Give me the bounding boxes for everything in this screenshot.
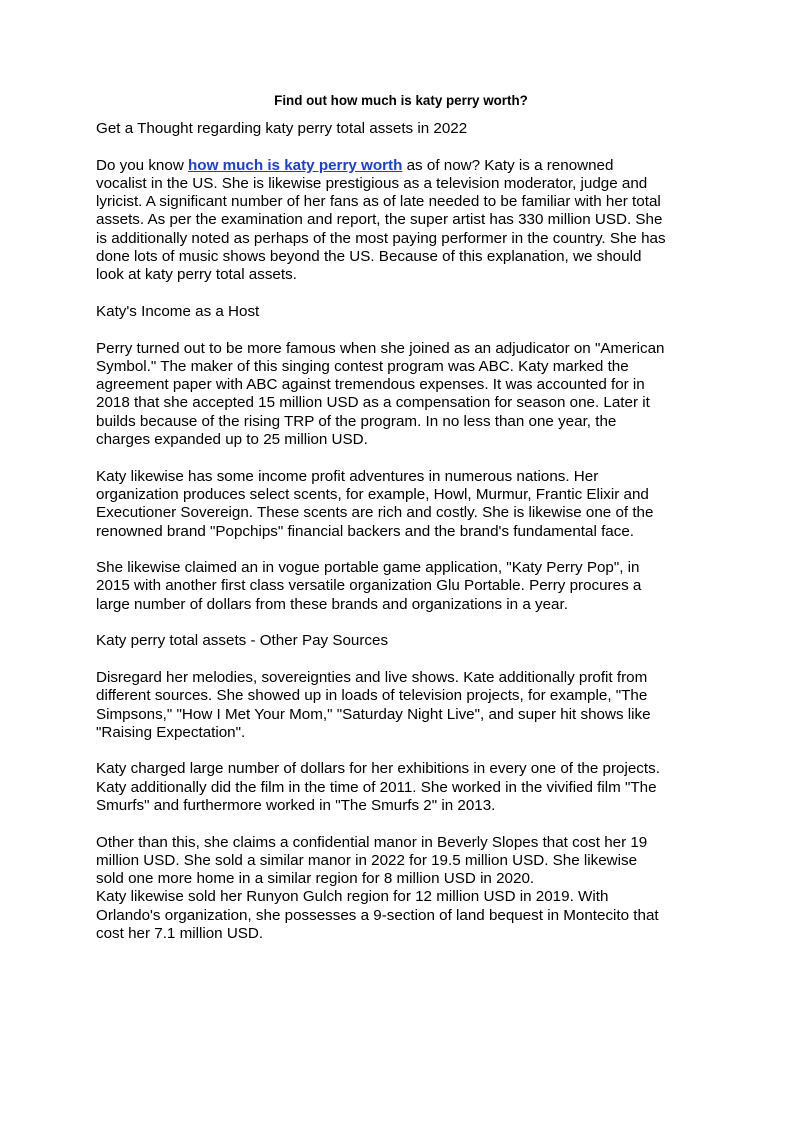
paragraph-films: Katy charged large number of dollars for her exhibitions in every one of the projects. Katy additionally did the film in the time of 2011. She worked in the vivified film "The Smurfs" and furthermore worked in "The Smurfs 2" in 2013. [96, 760, 660, 814]
document-page [96, 92, 706, 962]
paragraph-intro-body: as of now? Katy is a renowned vocalist in the US. She is likewise prestigious as a television moderator, judge and lyricist. A significant number of her fans as of late needed to be familiar with her total assets. As per the examination and report, the super artist has 330 million USD. She is additionally noted as perhaps of the most paying performer in the country. She has done lots of music shows beyond the US. Because of this explanation, we should look at katy perry total assets. [96, 156, 666, 284]
section-heading-other-sources: Katy perry total assets - Other Pay Sources [96, 632, 389, 650]
paragraph-american-symbol: Perry turned out to be more famous when she joined as an adjudicator on "American Symbol." The maker of this singing contest program was ABC. Katy marked the agreement paper with ABC against tremendous expenses. It was accounted for in 2018 that she accepted 15 million USD as a compensation for season one. Later it builds because of the rising TRP of the program. In no less than one year, the charges expanded up to 25 million USD. [96, 339, 665, 449]
paragraph-intro-lead: Do you know [96, 156, 189, 174]
document-title: Find out how much is katy perry worth? [274, 93, 528, 108]
intro-heading: Get a Thought regarding katy perry total assets in 2022 [96, 120, 468, 137]
paragraph-manor: Other than this, she claims a confidential manor in Beverly Slopes that cost her 19 million USD. She sold a similar manor in 2022 for 19.5 million USD. She likewise sold one more home in a similar region for 8 million USD in 2020. [96, 833, 648, 888]
paragraph-intro [96, 157, 706, 285]
paragraph-tv-projects: Disregard her melodies, sovereignties and live shows. Kate additionally profit from different sources. She showed up in loads of television projects, for example, "The Simpsons," "How I Met Your Mom," "Saturday Night Live", and super hit shows like "Raising Expectation". [96, 668, 651, 741]
worth-link[interactable]: how much is katy perry worth [188, 156, 403, 174]
section-heading-host: Katy's Income as a Host [96, 302, 260, 320]
paragraph-game-app: She likewise claimed an in vogue portable game application, "Katy Perry Pop", in 2015 with another first class versatile organization Glu Portable. Perry procures a large number of dollars from these brands and organizations in a year. [96, 559, 642, 613]
paragraph-runyon: Katy likewise sold her Runyon Gulch region for 12 million USD in 2019. With Orlando's organization, she possesses a 9-section of land bequest in Montecito that cost her 7.1 million USD. [96, 888, 659, 943]
paragraph-scents: Katy likewise has some income profit adventures in numerous nations. Her organization produces select scents, for example, Howl, Murmur, Frantic Elixir and Executioner Sovereign. These scents are rich and costly. She is likewise one of the renowned brand "Popchips" financial backers and the brand's fundamental face. [96, 467, 654, 540]
